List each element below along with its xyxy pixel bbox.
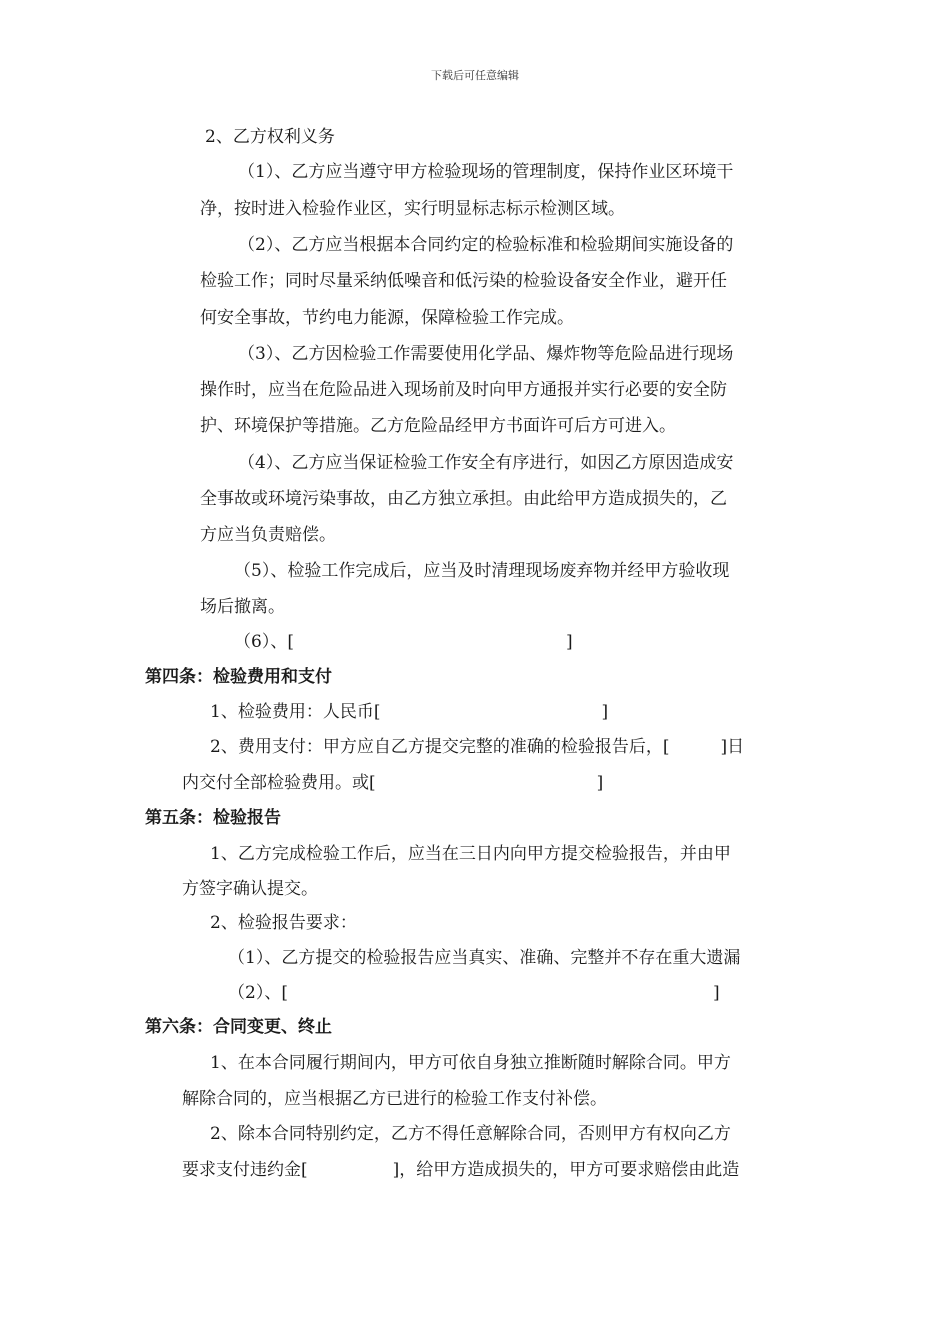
clause-item: 2、除本合同特别约定，乙方不得任意解除合同，否则甲方有权向乙方 bbox=[210, 1124, 731, 1144]
clause-item: 1、在本合同履行期间内，甲方可依自身独立推断随时解除合同。甲方 bbox=[210, 1053, 731, 1073]
page-header: 下载后可任意编辑 bbox=[431, 69, 519, 82]
clause-title: 2、乙方权利义务 bbox=[205, 127, 335, 147]
clause-item: （3）、乙方因检验工作需要使用化学品、爆炸物等危险品进行现场 bbox=[238, 344, 734, 364]
clause-item: 1、乙方完成检验工作后，应当在三日内向甲方提交检验报告，并由甲 bbox=[210, 844, 731, 864]
clause-text: 检验工作；同时尽量采纳低噪音和低污染的检验设备安全作业，避开任 bbox=[200, 271, 727, 291]
clause-text: 操作时，应当在危险品进入现场前及时向甲方通报并实行必要的安全防 bbox=[200, 380, 727, 400]
section-heading: 第六条：合同变更、终止 bbox=[145, 1017, 332, 1037]
clause-item: （4）、乙方应当保证检验工作安全有序进行，如因乙方原因造成安 bbox=[238, 453, 734, 473]
clause-item: （1）、乙方提交的检验报告应当真实、准确、完整并不存在重大遗漏 bbox=[228, 948, 741, 968]
clause-item-blank: （6）、[ ] bbox=[234, 632, 573, 652]
clause-item: 2、检验报告要求： bbox=[210, 913, 357, 933]
clause-text: 净，按时进入检验作业区，实行明显标志标示检测区域。 bbox=[200, 199, 625, 219]
clause-text: 要求支付违约金[ ]，给甲方造成损失的，甲方可要求赔偿由此造 bbox=[182, 1160, 740, 1180]
clause-item: 2、费用支付：甲方应自乙方提交完整的准确的检验报告后，[ ]日 bbox=[210, 737, 745, 757]
clause-item: （1）、乙方应当遵守甲方检验现场的管理制度，保持作业区环境干 bbox=[238, 162, 734, 182]
clause-item: （2）、乙方应当根据本合同约定的检验标准和检验期间实施设备的 bbox=[238, 235, 734, 255]
clause-text: 解除合同的，应当根据乙方已进行的检验工作支付补偿。 bbox=[182, 1089, 607, 1109]
clause-item-blank: （2）、[ ] bbox=[228, 983, 720, 1003]
section-heading: 第四条：检验费用和支付 bbox=[145, 667, 332, 687]
clause-item-blank: 1、检验费用：人民币[ ] bbox=[210, 702, 609, 722]
clause-text: 方签字确认提交。 bbox=[182, 879, 318, 899]
clause-text: 全事故或环境污染事故，由乙方独立承担。由此给甲方造成损失的，乙 bbox=[200, 489, 727, 509]
clause-text: 场后撤离。 bbox=[200, 597, 285, 617]
section-heading: 第五条：检验报告 bbox=[145, 808, 281, 828]
clause-item: （5）、检验工作完成后，应当及时清理现场废弃物并经甲方验收现 bbox=[234, 561, 730, 581]
clause-text: 内交付全部检验费用。或[ ] bbox=[182, 773, 604, 793]
clause-text: 何安全事故，节约电力能源，保障检验工作完成。 bbox=[200, 308, 574, 328]
clause-text: 方应当负责赔偿。 bbox=[200, 525, 336, 545]
clause-text: 护、环境保护等措施。乙方危险品经甲方书面许可后方可进入。 bbox=[200, 416, 676, 436]
